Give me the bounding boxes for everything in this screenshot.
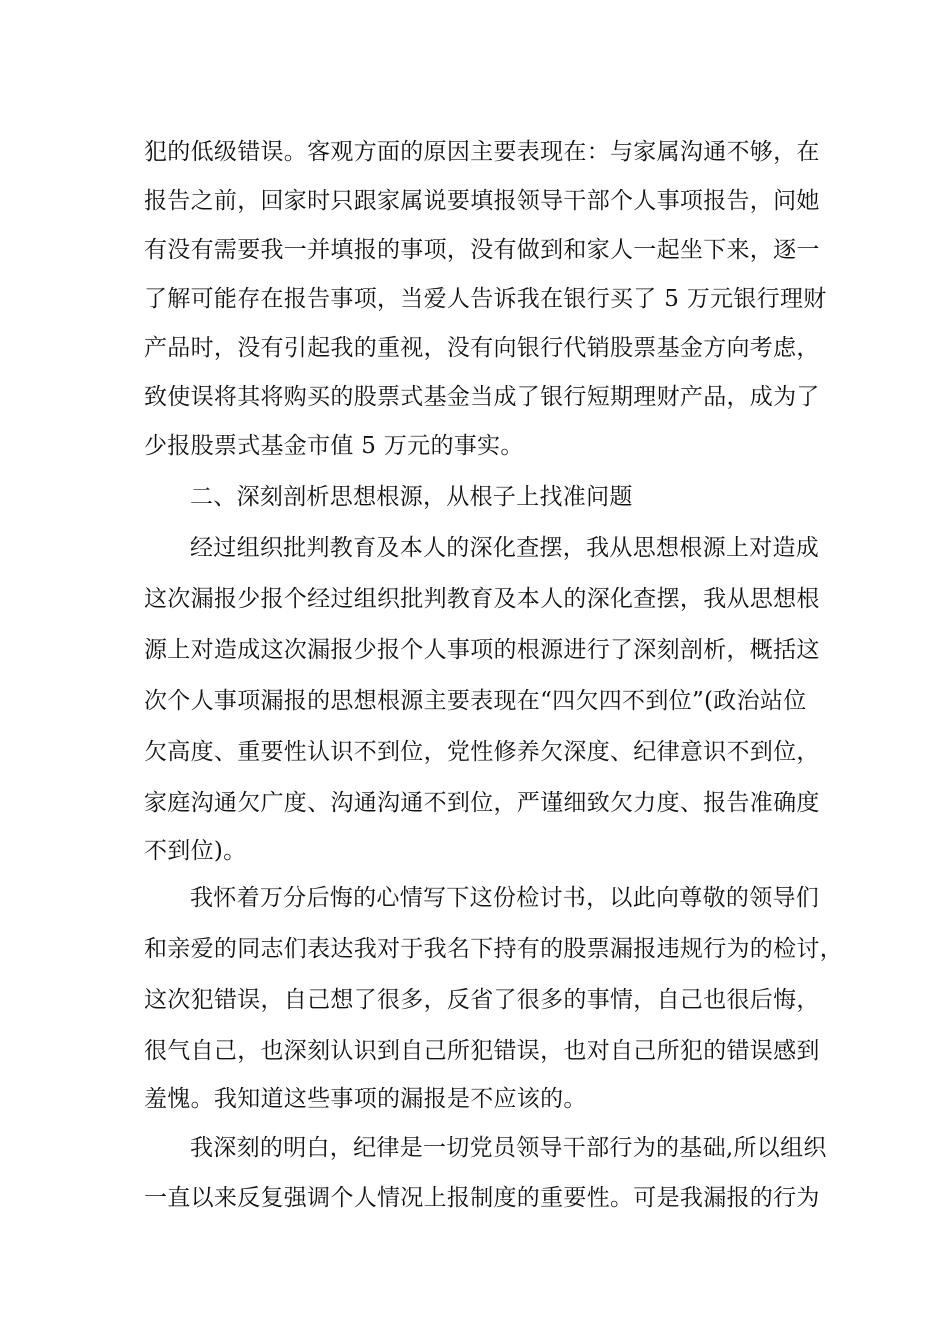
text-line: 致使误将其将购买的股票式基金当成了银行短期理财产品，成为了 [144, 384, 820, 410]
text-line: 源上对造成这次漏报少报个人事项的根源进行了深刻剖析，概括这 [144, 637, 820, 663]
text-line: 一直以来反复强调个人情况上报制度的重要性。可是我漏报的行为 [144, 1185, 820, 1211]
text-line: 这次漏报少报个经过组织批判教育及本人的深化查摆，我从思想根 [144, 586, 820, 612]
text-line: 有没有需要我一并填报的事项，没有做到和家人一起坐下来，逐一 [144, 237, 820, 263]
text-line: 我深刻的明白，纪律是一切党员领导干部行为的基础,所以组织 [190, 1135, 827, 1161]
text-line: 犯的低级错误。客观方面的原因主要表现在：与家属沟通不够，在 [144, 139, 820, 165]
text-line: 次个人事项漏报的思想根源主要表现在“四欠四不到位”(政治站位 [144, 688, 807, 714]
text-line: 欠高度、重要性认识不到位，党性修养欠深度、纪律意识不到位， [144, 739, 820, 765]
text-line: 报告之前，回家时只跟家属说要填报领导干部个人事项报告，问她 [144, 188, 820, 214]
text-line: 产品时，没有引起我的重视，没有向银行代销股票基金方向考虑， [144, 335, 820, 361]
text-line: 很气自己，也深刻认识到自己所犯错误，也对自己所犯的错误感到 [144, 1038, 820, 1064]
text-line: 羞愧。我知道这些事项的漏报是不应该的。 [144, 1086, 587, 1112]
text-line: 了解可能存在报告事项，当爱人告诉我在银行买了 5 万元银行理财 [144, 286, 827, 312]
section-heading: 二、深刻剖析思想根源，从根子上找准问题 [190, 484, 633, 510]
text-line: 经过组织批判教育及本人的深化查摆，我从思想根源上对造成 [190, 535, 820, 561]
text-line: 这次犯错误，自己想了很多，反省了很多的事情，自己也很后悔， [144, 987, 820, 1013]
text-line: 我怀着万分后悔的心情写下这份检讨书，以此向尊敬的领导们 [190, 885, 820, 911]
text-line: 不到位)。 [144, 838, 247, 864]
text-line: 和亲爱的同志们表达我对于我名下持有的股票漏报违规行为的检讨， [144, 936, 843, 962]
text-line: 家庭沟通欠广度、沟通沟通不到位，严谨细致欠力度、报告准确度 [144, 790, 820, 816]
text-line: 少报股票式基金市值 5 万元的事实。 [144, 433, 524, 459]
